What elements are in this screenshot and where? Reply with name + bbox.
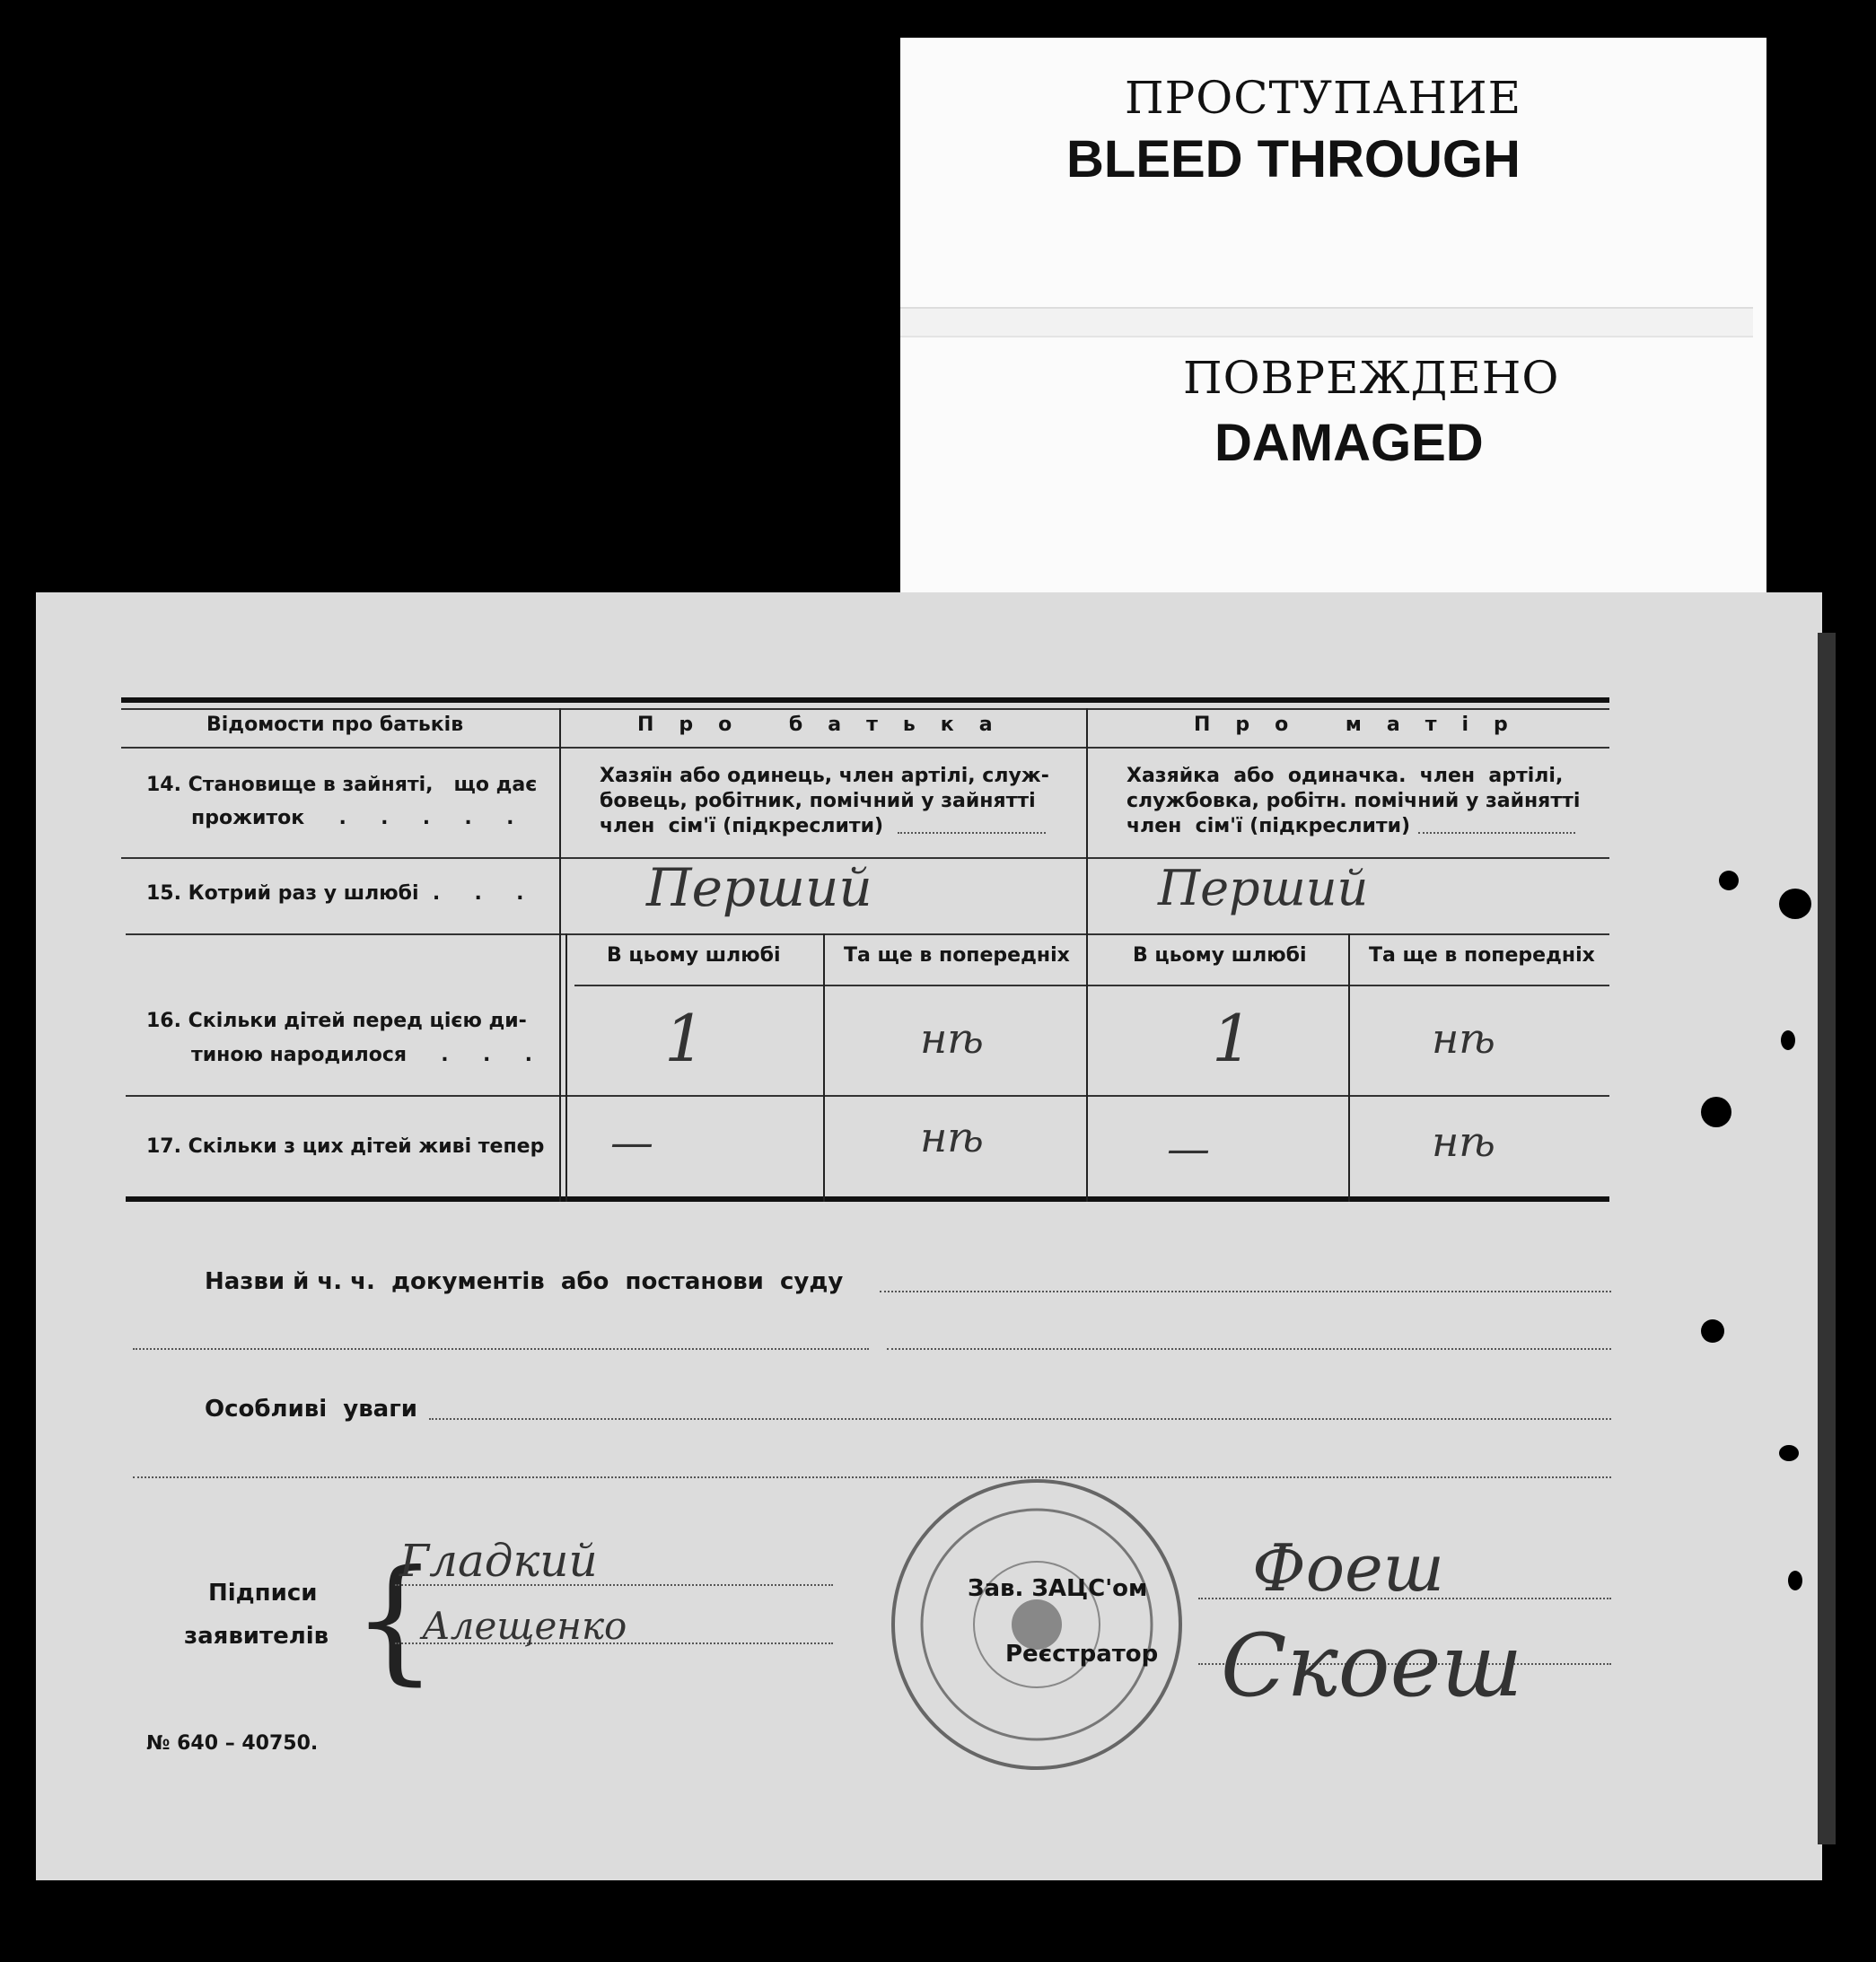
row14-mother-line3: член сім'ї (підкреслити) (1126, 815, 1411, 837)
remarks-label: Особливі уваги (205, 1396, 418, 1423)
row15-mother-value: Перший (1158, 860, 1369, 916)
punch-hole (1719, 871, 1739, 890)
punch-hole (1788, 1571, 1802, 1590)
signatures-brace: { (352, 1542, 438, 1698)
subheader-mother-previous: Та ще в попередніх (1369, 944, 1595, 967)
row17-mother-prev: нѣ (1432, 1117, 1495, 1166)
subheader-mother-this-marriage: В цьому шлюбі (1133, 944, 1307, 967)
signer2-signature: Алещенко (422, 1604, 627, 1648)
row15-label: 15. Котрий раз у шлюбі . . . (146, 882, 524, 905)
subheader-father-previous: Та ще в попередніх (844, 944, 1070, 967)
row17-mother-this: — (1167, 1124, 1210, 1174)
row14-label-line2: прожиток . . . . . (191, 807, 514, 829)
row16-label-line1: 16. Скільки дітей перед цією ди- (146, 1010, 527, 1032)
row16-label-line2: тиною народилося . . . (191, 1044, 532, 1066)
punch-hole (1701, 1097, 1731, 1127)
notice-bleed-through-en: BLEED THROUGH (1066, 130, 1521, 188)
header-parents-info: Відомости про батьків (206, 714, 464, 736)
row17-label: 17. Скільки з цих дітей живі тепер (146, 1135, 545, 1158)
notice-bleed-through-ru: ПРОСТУПАНИЕ (1125, 72, 1522, 124)
row14-father-line2: бовець, робітник, помічний у зайнятті (600, 790, 1036, 812)
punch-hole (1779, 1445, 1799, 1461)
round-seal-stamp (884, 1472, 1189, 1777)
punch-hole (1701, 1319, 1724, 1343)
form-number: № 640 – 40750. (146, 1732, 319, 1755)
table-bottom-rule (126, 1196, 1609, 1202)
row16-father-prev: нѣ (920, 1014, 984, 1063)
notice-card (900, 38, 1766, 594)
row14-father-line1: Хазяїн або одинець, член артілі, служ- (600, 765, 1049, 787)
registrar-label: Реєстратор (1005, 1641, 1159, 1668)
row15-father-value: Перший (646, 857, 872, 918)
head-zags-signature: Фоеш (1252, 1530, 1444, 1606)
registrar-signature: Скоеш (1221, 1616, 1523, 1716)
documents-label: Назви й ч. ч. документів або постанови суду (205, 1268, 844, 1295)
notice-divider (900, 307, 1753, 337)
row17-father-this: — (610, 1117, 653, 1168)
punch-hole (1779, 889, 1811, 919)
row16-father-this: 1 (664, 1001, 706, 1076)
notice-damaged-en: DAMAGED (1214, 414, 1484, 472)
row16-mother-this: 1 (1212, 1001, 1253, 1076)
header-about-father: Про батька (637, 714, 1018, 736)
row14-mother-line2: службовка, робітн. помічний у зайнятті (1126, 790, 1581, 812)
subheader-father-this-marriage: В цьому шлюбі (607, 944, 781, 967)
signatures-label-line1: Підписи (208, 1580, 318, 1607)
row14-label-line1: 14. Становище в зайняті, що дає (146, 774, 538, 796)
header-about-mother: Про матір (1194, 714, 1533, 736)
head-zags-label: Зав. ЗАЦС'ом (968, 1575, 1148, 1602)
punch-hole (1781, 1030, 1795, 1050)
table-top-rule (121, 697, 1609, 703)
row16-mother-prev: нѣ (1432, 1014, 1495, 1063)
row14-mother-line1: Хазяйка або одиначка. член артілі, (1126, 765, 1564, 787)
signer1-signature: Гладкий (399, 1535, 598, 1587)
signatures-label-line2: заявителів (184, 1623, 329, 1650)
notice-damaged-ru: ПОВРЕЖДЕНО (1183, 352, 1560, 404)
page-edge-shadow (1818, 633, 1836, 1844)
row17-father-prev: нѣ (920, 1113, 984, 1161)
row14-father-line3: член сім'ї (підкреслити) (600, 815, 884, 837)
